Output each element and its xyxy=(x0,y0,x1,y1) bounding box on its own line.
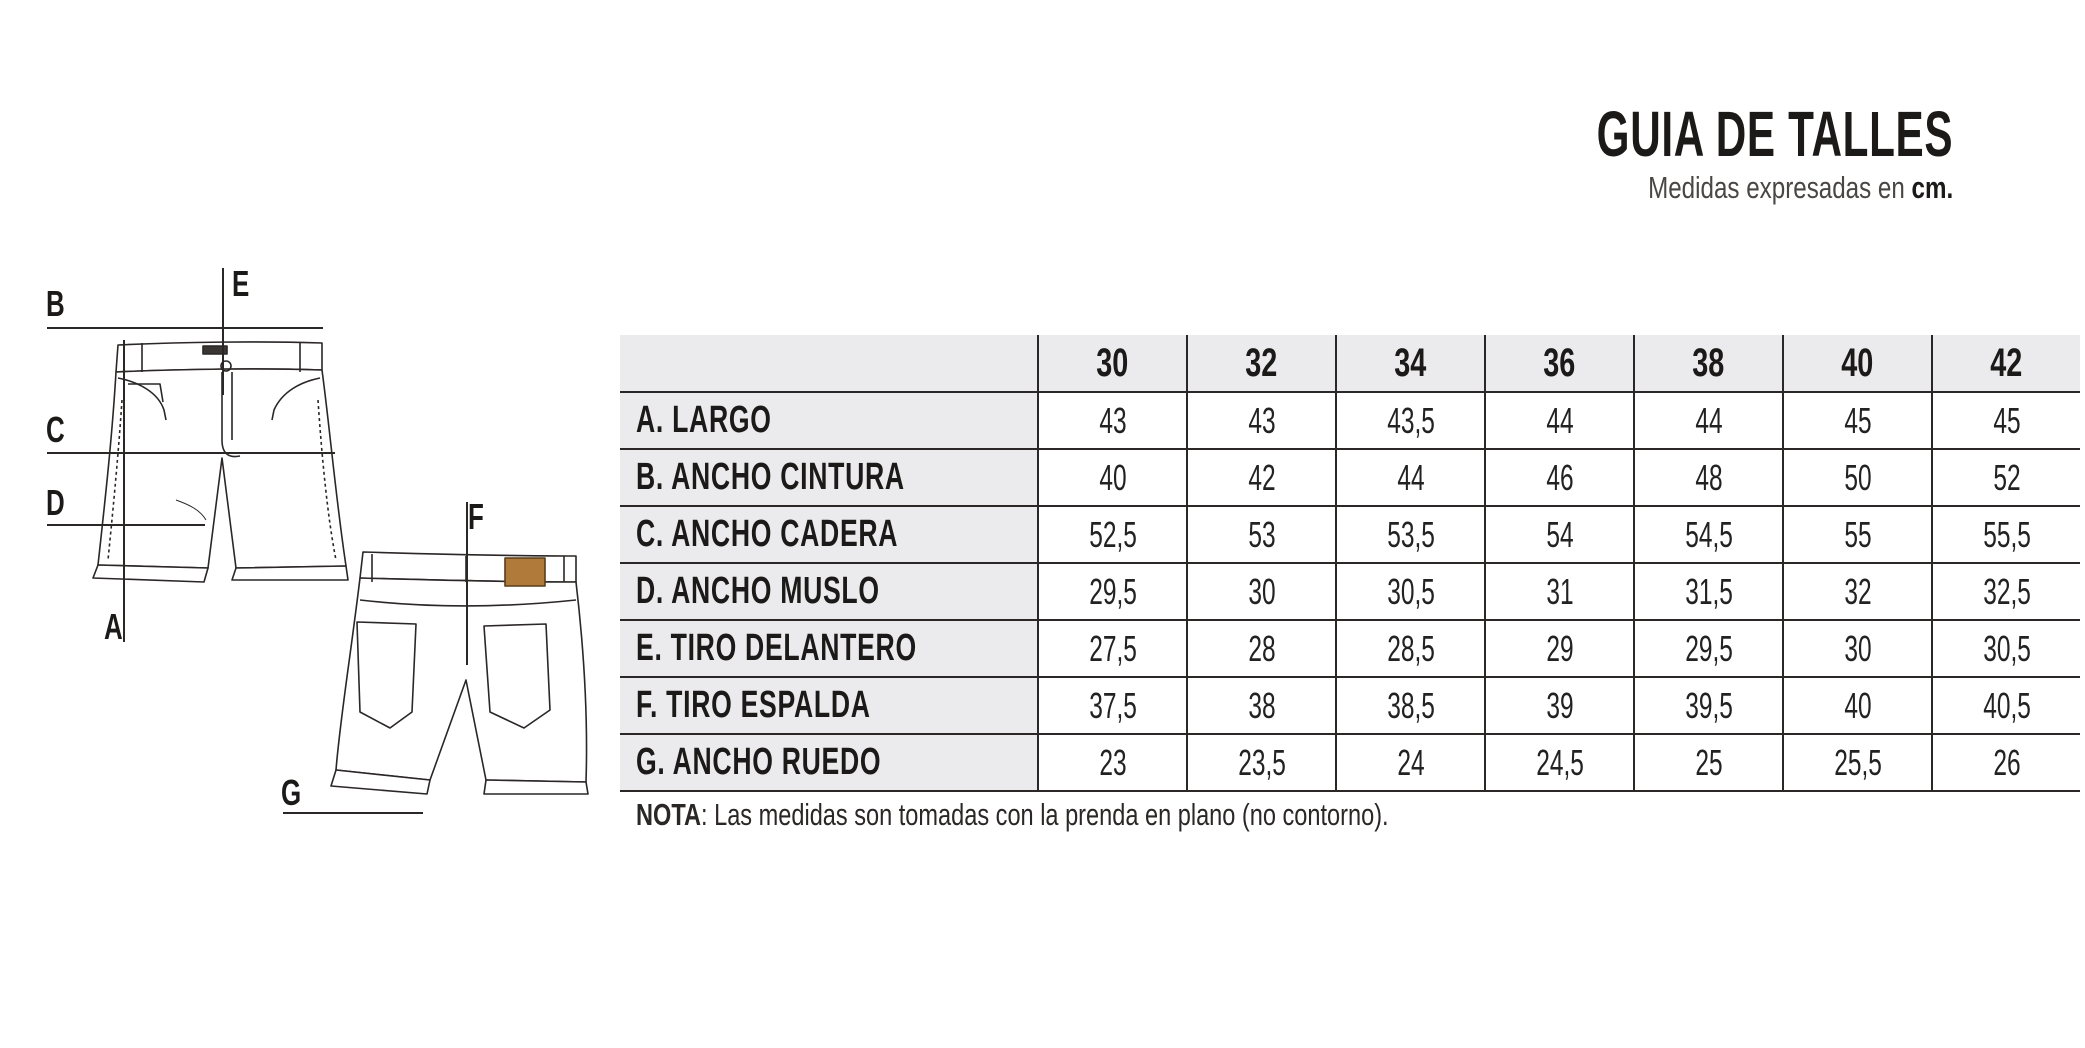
measurement-value: 28 xyxy=(1248,627,1276,669)
measurement-value-cell xyxy=(1485,620,1634,677)
measurement-value-cell xyxy=(1485,506,1634,563)
front-shorts-drawing xyxy=(93,342,348,582)
measurement-value-cell xyxy=(1634,506,1783,563)
table-header-row xyxy=(620,335,2080,392)
measurement-value: 29 xyxy=(1546,627,1574,669)
measurement-value-cell xyxy=(1783,734,1932,791)
measurement-value-cell xyxy=(1783,449,1932,506)
table-row xyxy=(620,734,2080,791)
measurement-value: 29,5 xyxy=(1088,570,1137,612)
back-shorts-drawing xyxy=(331,552,588,794)
size-guide-table xyxy=(620,335,2080,792)
measurement-value-cell xyxy=(1187,506,1336,563)
page-header xyxy=(1413,98,1953,208)
measurement-value: 25 xyxy=(1695,741,1723,783)
measurement-value-cell xyxy=(1932,506,2080,563)
measurement-value: 53,5 xyxy=(1386,513,1435,555)
measurement-value-cell xyxy=(1187,392,1336,449)
measurement-value-cell xyxy=(1634,677,1783,734)
measurement-label: B. ANCHO CINTURA xyxy=(636,456,905,498)
size-column-header: 40 xyxy=(1783,335,1932,392)
measurement-value-cell xyxy=(1634,392,1783,449)
shorts-illustration xyxy=(0,0,600,1043)
measurement-value: 44 xyxy=(1695,399,1723,441)
measurement-value-cell xyxy=(1932,449,2080,506)
table-corner-cell xyxy=(620,335,1038,392)
measurement-value: 45 xyxy=(1844,399,1872,441)
page-title: GUIA DE TALLES xyxy=(1596,98,1953,170)
measurement-label: A. LARGO xyxy=(636,399,772,441)
dimension-letter-g: G xyxy=(281,772,302,813)
measurement-value: 48 xyxy=(1695,456,1723,498)
dimension-letter-b: B xyxy=(46,283,65,324)
measurement-value: 27,5 xyxy=(1088,627,1137,669)
note-text: : Las medidas son tomadas con la prenda en plano (no contorno). xyxy=(701,797,1389,832)
measurement-value: 23,5 xyxy=(1237,741,1286,783)
measurement-value-cell xyxy=(1932,734,2080,791)
measurement-label: D. ANCHO MUSLO xyxy=(636,570,880,612)
measurement-value-cell xyxy=(1932,392,2080,449)
measurement-value-cell xyxy=(1336,734,1485,791)
size-column-header: 30 xyxy=(1038,335,1187,392)
measurement-value: 43 xyxy=(1248,399,1276,441)
measurement-value: 55,5 xyxy=(1982,513,2031,555)
measurement-value: 43 xyxy=(1099,399,1127,441)
measurement-label-cell xyxy=(620,563,1038,620)
dimension-letter-f: F xyxy=(468,496,484,537)
measurement-value-cell xyxy=(1485,734,1634,791)
measurement-value-cell xyxy=(1038,506,1187,563)
measurement-value-cell xyxy=(1783,563,1932,620)
measurement-label-cell xyxy=(620,734,1038,791)
size-column-header: 42 xyxy=(1932,335,2080,392)
measurement-note xyxy=(636,795,1389,835)
measurement-value-cell xyxy=(1634,449,1783,506)
subtitle-text: Medidas expresadas en xyxy=(1647,170,1912,205)
measurement-value-cell xyxy=(1187,620,1336,677)
measurement-label-cell xyxy=(620,620,1038,677)
measurement-label: F. TIRO ESPALDA xyxy=(636,684,871,726)
measurement-value-cell xyxy=(1336,677,1485,734)
measurement-value: 29,5 xyxy=(1684,627,1733,669)
measurement-value: 52 xyxy=(1993,456,2021,498)
measurement-value: 30,5 xyxy=(1982,627,2031,669)
table-row xyxy=(620,563,2080,620)
measurement-label: G. ANCHO RUEDO xyxy=(636,741,882,783)
measurement-value: 23 xyxy=(1099,741,1127,783)
measurement-value: 54,5 xyxy=(1684,513,1733,555)
size-column-header: 38 xyxy=(1634,335,1783,392)
dimension-letter-e: E xyxy=(232,263,250,304)
measurement-value: 38 xyxy=(1248,684,1276,726)
table-row xyxy=(620,677,2080,734)
measurement-value: 40 xyxy=(1844,684,1872,726)
dimension-letter-d: D xyxy=(46,482,65,523)
measurement-value-cell xyxy=(1187,449,1336,506)
measurement-value-cell xyxy=(1783,677,1932,734)
measurement-value-cell xyxy=(1783,392,1932,449)
measurement-value: 30,5 xyxy=(1386,570,1435,612)
measurement-value: 39,5 xyxy=(1684,684,1733,726)
measurement-value: 26 xyxy=(1993,741,2021,783)
measurement-value: 54 xyxy=(1546,513,1574,555)
table-row xyxy=(620,392,2080,449)
size-column-header: 36 xyxy=(1485,335,1634,392)
measurement-value: 53 xyxy=(1248,513,1276,555)
measurement-value: 42 xyxy=(1248,456,1276,498)
measurement-value: 40,5 xyxy=(1982,684,2031,726)
measurement-value-cell xyxy=(1932,677,2080,734)
measurement-value: 31 xyxy=(1546,570,1574,612)
measurement-value-cell xyxy=(1038,563,1187,620)
measurement-value-cell xyxy=(1336,506,1485,563)
measurement-value: 25,5 xyxy=(1833,741,1882,783)
measurement-label-cell xyxy=(620,449,1038,506)
measurement-value-cell xyxy=(1485,392,1634,449)
measurement-label-cell xyxy=(620,392,1038,449)
dimension-letter-a: A xyxy=(104,606,123,647)
measurement-value-cell xyxy=(1336,563,1485,620)
measurement-value-cell xyxy=(1783,506,1932,563)
shorts-measurement-diagram xyxy=(0,0,600,1043)
size-column-header: 32 xyxy=(1187,335,1336,392)
measurement-label: E. TIRO DELANTERO xyxy=(636,627,917,669)
measurement-value: 45 xyxy=(1993,399,2021,441)
measurement-value: 43,5 xyxy=(1386,399,1435,441)
measurement-value-cell xyxy=(1932,563,2080,620)
measurement-value-cell xyxy=(1038,677,1187,734)
measurement-value-cell xyxy=(1038,734,1187,791)
measurement-value: 38,5 xyxy=(1386,684,1435,726)
measurement-value: 32 xyxy=(1844,570,1872,612)
measurement-value-cell xyxy=(1485,449,1634,506)
measurement-label: C. ANCHO CADERA xyxy=(636,513,899,555)
measurement-label-cell xyxy=(620,677,1038,734)
measurement-value: 31,5 xyxy=(1684,570,1733,612)
unit-label: cm. xyxy=(1911,170,1953,205)
measurement-value-cell xyxy=(1187,677,1336,734)
measurement-value-cell xyxy=(1485,563,1634,620)
measurement-value: 44 xyxy=(1546,399,1574,441)
measurement-value: 24,5 xyxy=(1535,741,1584,783)
measurement-value-cell xyxy=(1336,620,1485,677)
table-row xyxy=(620,506,2080,563)
table-row xyxy=(620,449,2080,506)
measurement-value-cell xyxy=(1187,734,1336,791)
measurement-value-cell xyxy=(1634,563,1783,620)
measurement-value: 44 xyxy=(1397,456,1425,498)
measurement-value: 55 xyxy=(1844,513,1872,555)
measurement-value: 32,5 xyxy=(1982,570,2031,612)
size-column-header: 34 xyxy=(1336,335,1485,392)
measurement-value-cell xyxy=(1038,449,1187,506)
measurement-value: 37,5 xyxy=(1088,684,1137,726)
measurement-label-cell xyxy=(620,506,1038,563)
measurement-value: 40 xyxy=(1099,456,1127,498)
measurement-value: 24 xyxy=(1397,741,1425,783)
measurement-value: 30 xyxy=(1844,627,1872,669)
measurement-value-cell xyxy=(1038,392,1187,449)
measurement-value: 28,5 xyxy=(1386,627,1435,669)
measurement-value: 39 xyxy=(1546,684,1574,726)
measurement-value-cell xyxy=(1932,620,2080,677)
measurement-value: 46 xyxy=(1546,456,1574,498)
measurement-value: 52,5 xyxy=(1088,513,1137,555)
measurement-value-cell xyxy=(1634,620,1783,677)
measurement-value: 30 xyxy=(1248,570,1276,612)
dimension-letter-c: C xyxy=(46,409,65,450)
page-subtitle xyxy=(1532,168,1953,208)
measurement-value: 50 xyxy=(1844,456,1872,498)
measurement-value-cell xyxy=(1038,620,1187,677)
measurement-value-cell xyxy=(1336,449,1485,506)
measurement-value-cell xyxy=(1336,392,1485,449)
measurement-value-cell xyxy=(1485,677,1634,734)
measurement-value-cell xyxy=(1634,734,1783,791)
measurement-value-cell xyxy=(1783,620,1932,677)
note-prefix: NOTA xyxy=(636,797,702,832)
table-row xyxy=(620,620,2080,677)
measurement-value-cell xyxy=(1187,563,1336,620)
